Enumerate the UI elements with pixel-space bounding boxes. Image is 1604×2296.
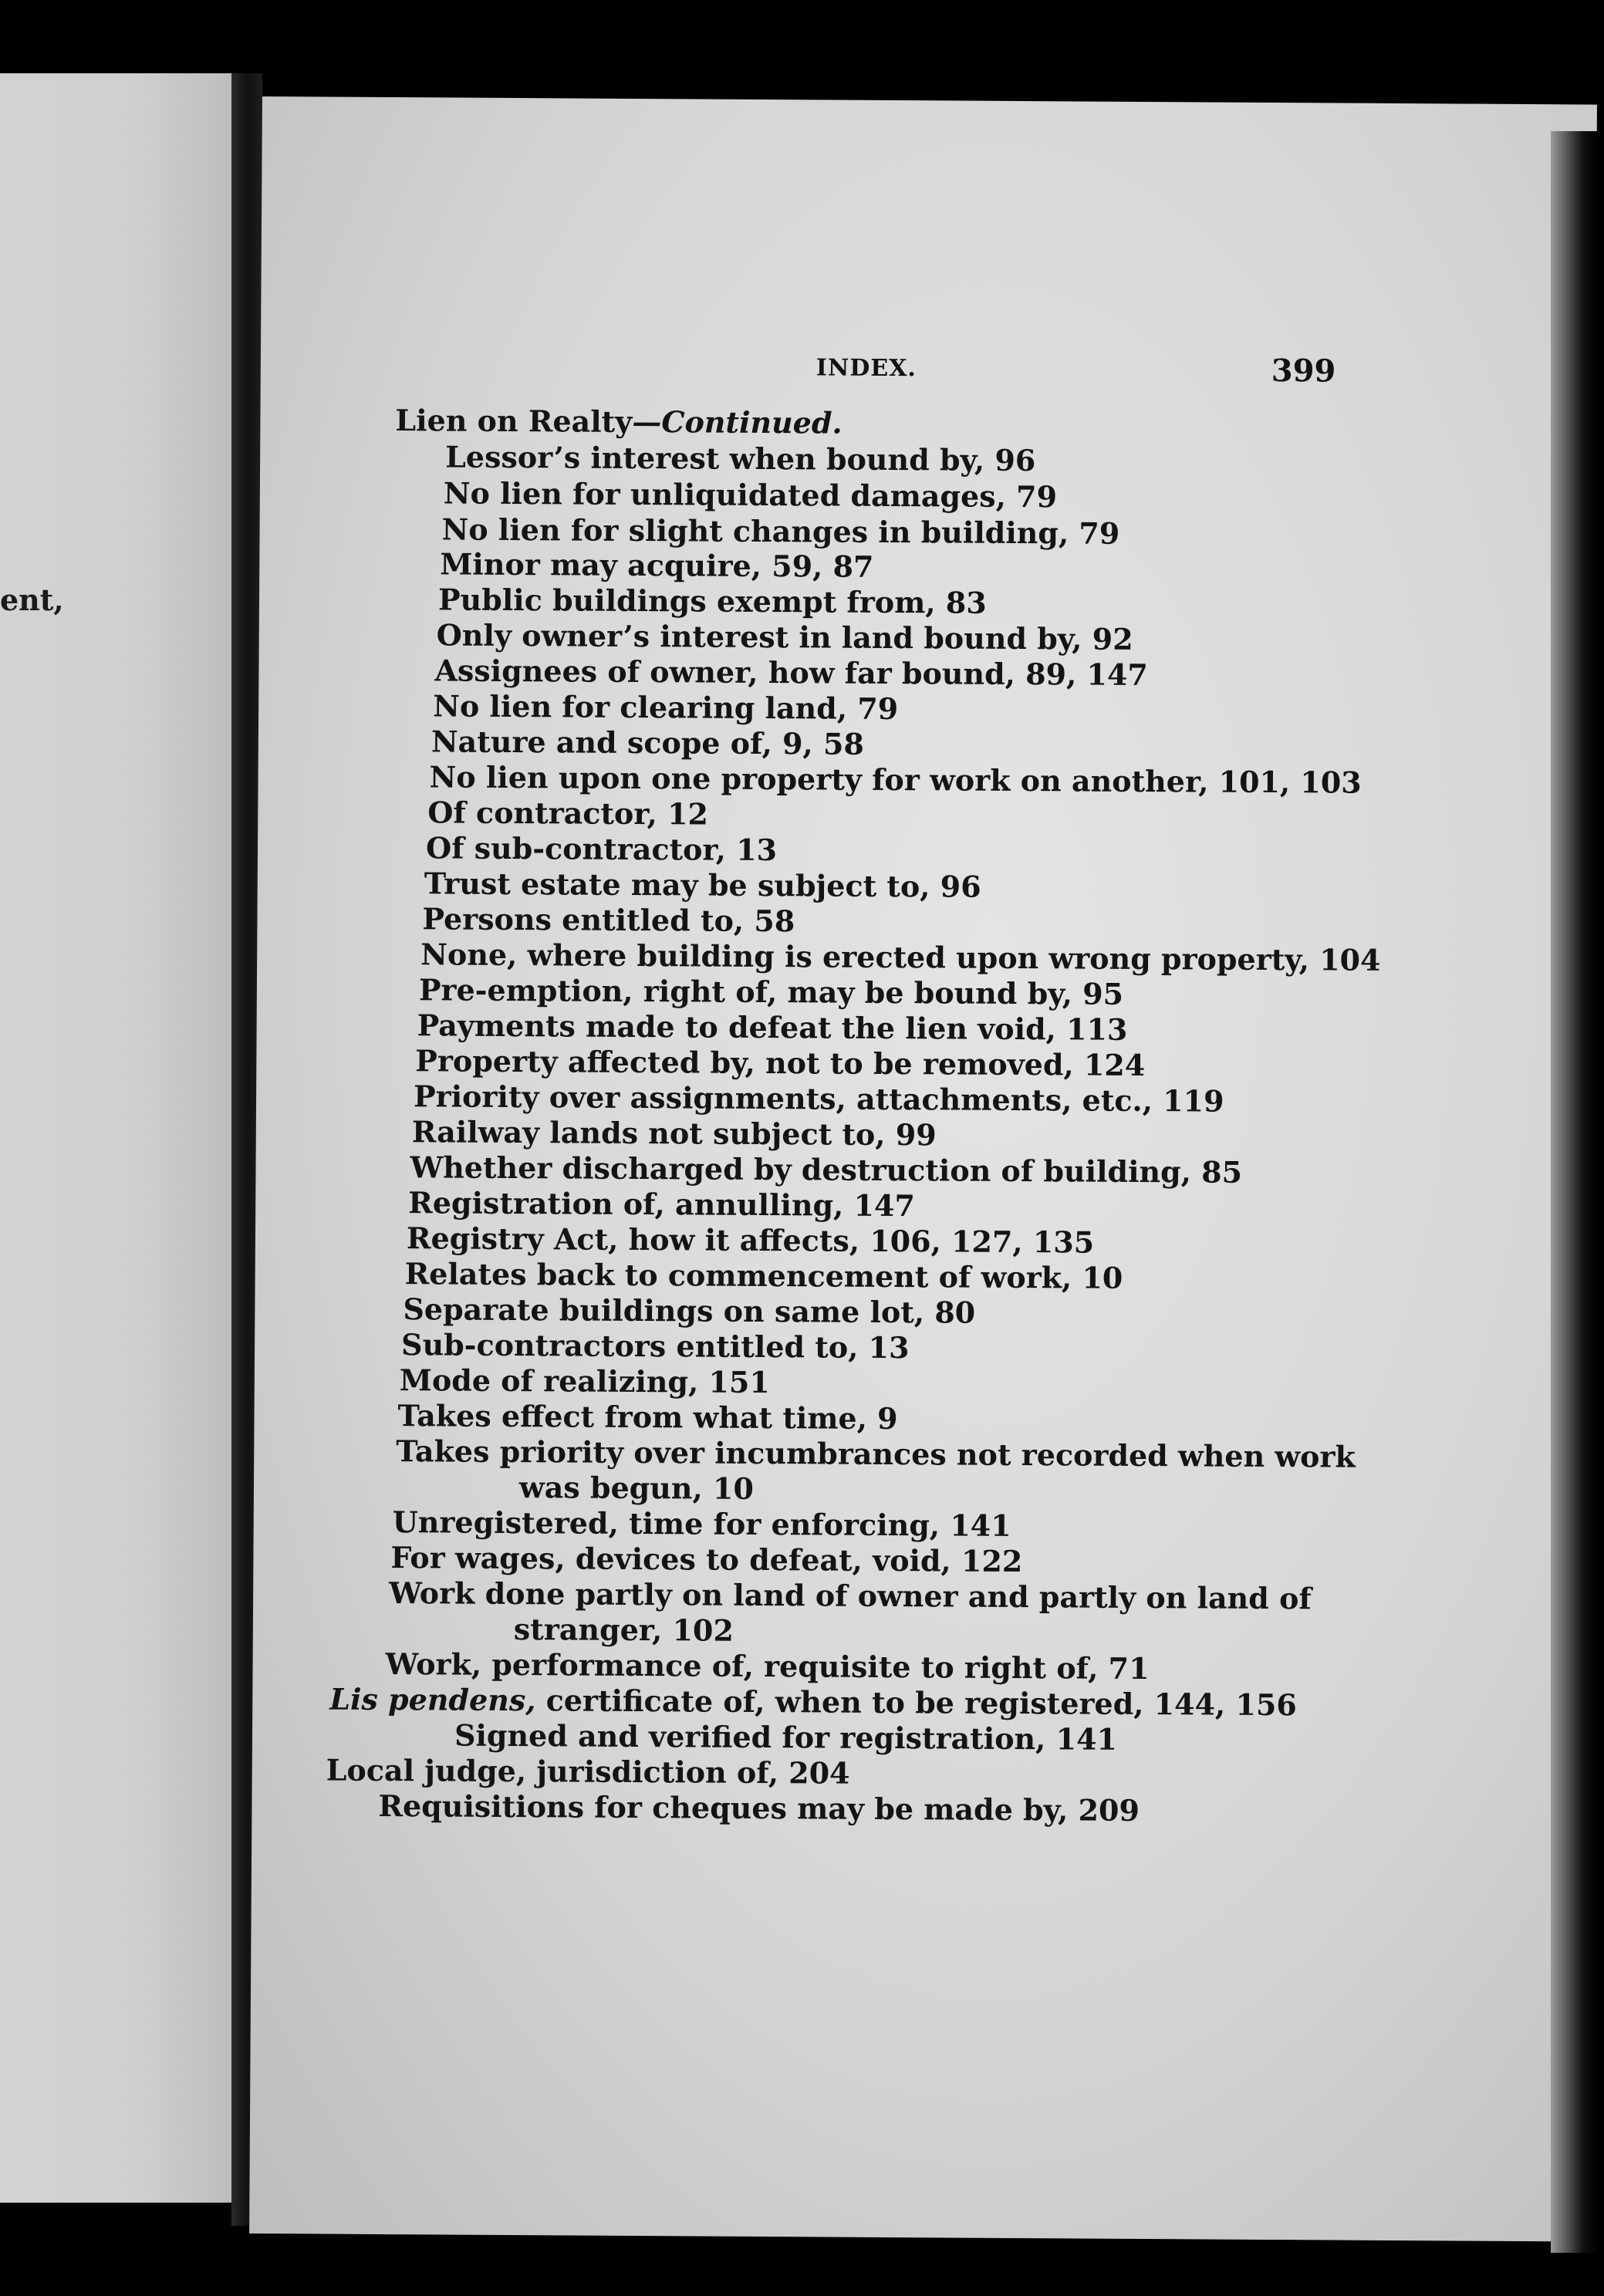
index-entry-continuation: was begun, 10: [518, 1470, 755, 1506]
index-entry: Unregistered, time for enforcing, 141: [392, 1504, 1011, 1543]
index-entry: Nature and scope of, 9, 58: [431, 724, 864, 761]
index-entry: Payments made to defeat the lien void, 113: [417, 1008, 1128, 1047]
lis-pendens-term: Lis pendens,: [329, 1681, 536, 1718]
index-entry: Sub-contractors entitled to, 13: [400, 1327, 910, 1366]
index-entry: Persons entitled to, 58: [422, 901, 795, 939]
index-entry: Only owner’s interest in land bound by, 92: [436, 617, 1133, 657]
index-entry: Public buildings exempt from, 83: [437, 582, 987, 620]
index-entry: Of contractor, 12: [427, 795, 709, 832]
heading-title: Lien on Realty: [395, 403, 633, 439]
page-number: 399: [1271, 352, 1336, 390]
index-heading-lis-pendens: [329, 1681, 1297, 1723]
previous-page-text: ent,: [0, 582, 64, 617]
index-entry: Work done partly on land of owner and partly on land of: [389, 1575, 1312, 1616]
index-entry: Takes priority over incumbrances not recorded when work: [396, 1433, 1356, 1474]
index-entry: No lien for slight changes in building, 79: [441, 512, 1120, 551]
index-entry: Lessor’s interest when bound by, 96: [445, 439, 1036, 478]
index-entry: Whether discharged by destruction of building, 85: [410, 1150, 1243, 1190]
index-body: [261, 403, 1572, 1828]
index-entry: No lien upon one property for work on another, 101, 103: [429, 759, 1362, 800]
index-entry: Pre-emption, right of, may be bound by, 95: [418, 972, 1124, 1011]
index-heading: [395, 403, 843, 441]
heading-continued: —Continued.: [632, 403, 843, 441]
index-entry: Minor may acquire, 59, 87: [440, 546, 874, 584]
index-entry: None, where building is erected upon wrong property, 104: [420, 937, 1381, 977]
index-entry: Takes effect from what time, 9: [397, 1398, 898, 1437]
previous-page-fragment: [0, 73, 231, 2203]
index-entry: For wages, devices to defeat, void, 122: [390, 1540, 1023, 1579]
index-entry: Signed and verified for registration, 141: [454, 1717, 1118, 1757]
index-entry: Priority over assignments, attachments, etc., 119: [413, 1079, 1224, 1119]
index-entry: Of sub-contractor, 13: [425, 830, 778, 868]
index-entry: Trust estate may be subject to, 96: [424, 866, 981, 904]
index-entry: Railway lands not subject to, 99: [411, 1114, 937, 1153]
index-entry: Mode of realizing, 151: [399, 1362, 770, 1400]
running-title: INDEX.: [816, 354, 917, 383]
index-entry: Work, performance of, requisite to right of, 71: [385, 1646, 1150, 1687]
running-head: [261, 351, 1596, 390]
index-entry: Registration of, annulling, 147: [408, 1185, 916, 1224]
lis-pendens-rest: certificate of, when to be registered, 144, 156: [535, 1683, 1297, 1723]
page-edge-shadow: [1551, 131, 1597, 2253]
index-entry: Separate buildings on same lot, 80: [403, 1292, 976, 1330]
index-entry: No lien for unliquidated damages, 79: [443, 475, 1058, 515]
index-entry-continuation: stranger, 102: [513, 1612, 734, 1648]
index-entry: Requisitions for cheques may be made by, 209: [378, 1788, 1140, 1828]
index-page: [249, 96, 1597, 2242]
index-entry: Property affected by, not to be removed, 124: [415, 1043, 1146, 1083]
index-heading-local-judge: Local judge, jurisdiction of, 204: [326, 1752, 850, 1791]
index-entry: Assignees of owner, how far bound, 89, 147: [434, 653, 1148, 693]
index-entry: Relates back to commencement of work, 10: [404, 1256, 1123, 1295]
index-entry: Registry Act, how it affects, 106, 127, 135: [406, 1221, 1095, 1260]
index-entry: No lien for clearing land, 79: [433, 688, 899, 727]
